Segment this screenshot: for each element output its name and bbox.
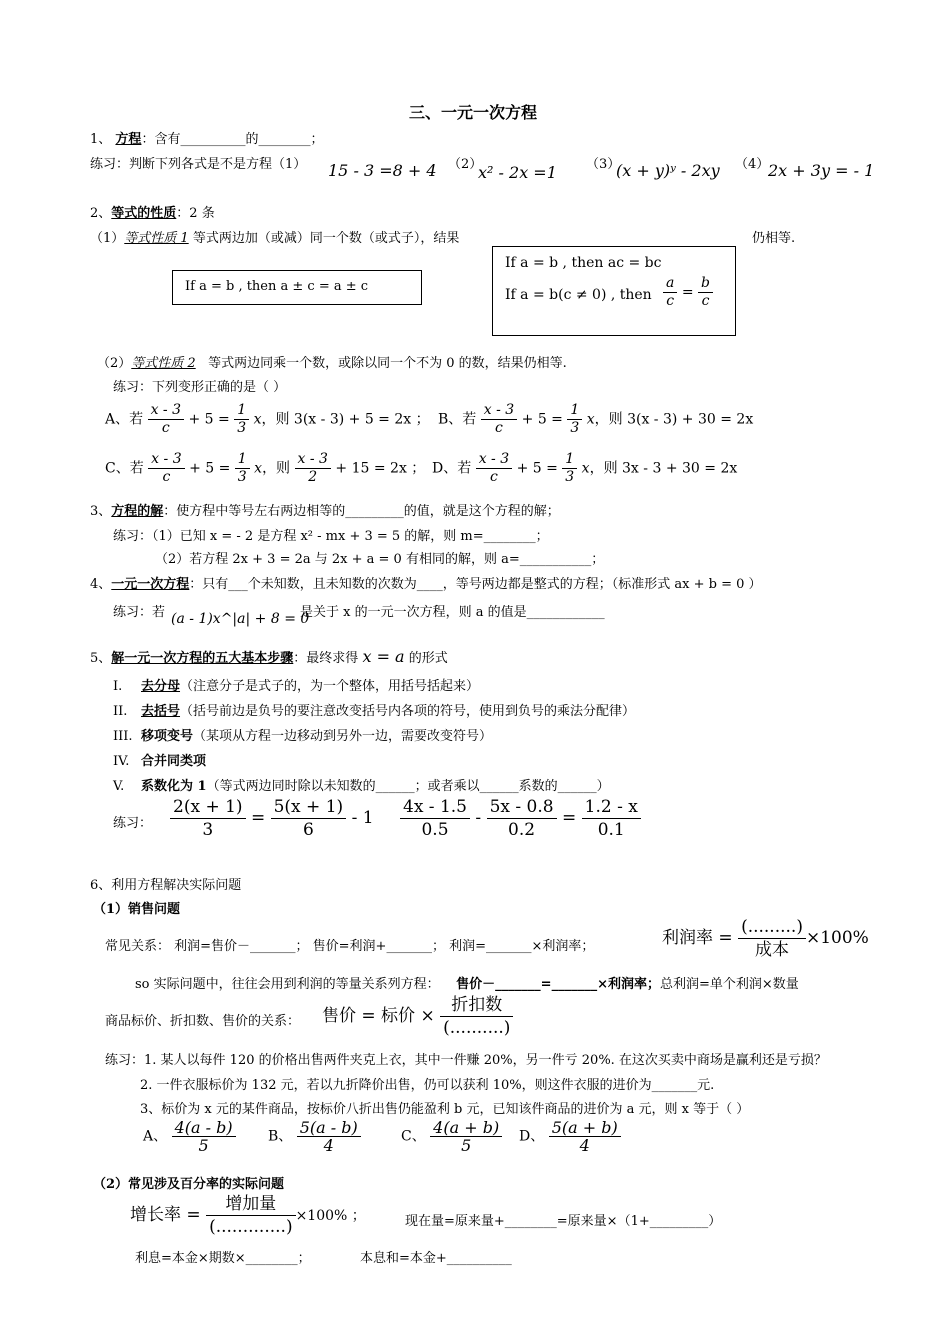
so-line-a: so 实际问题中，往往会用到利润的等量关系列方程： xyxy=(135,977,440,992)
growth-rate-formula xyxy=(130,1193,366,1238)
step-1-desc: （注意分子是式子的，为一个整体，用括号括起来） xyxy=(180,679,480,694)
profit-rate-numerator: (.........) xyxy=(738,916,806,939)
option-c-label: C、若 xyxy=(105,460,144,477)
property-1-box-text: If a = b , then a ± c = a ± c xyxy=(185,279,369,294)
step-4 xyxy=(113,750,206,769)
fraction-1-over-3: $\frac{1}{3}$ xyxy=(562,451,577,486)
choice-d xyxy=(519,1119,621,1154)
property-2-box-line-2: If a = b(c ≠ 0) , then xyxy=(505,287,652,303)
interest-relation: 利息=本金×期数×________； xyxy=(135,1251,311,1266)
growth-rate-numerator: 增加量 xyxy=(206,1193,296,1216)
step-2-number: II. xyxy=(113,704,128,719)
choice-b xyxy=(268,1119,361,1154)
section-4-number: 4、 xyxy=(90,577,112,592)
section-6-sub-2: （2）常见涉及百分率的实际问题 xyxy=(93,1177,285,1192)
choice-b-label: B、 xyxy=(268,1128,293,1145)
growth-rate-tail: ×100% ； xyxy=(295,1208,366,1224)
option-b: B、若 $\frac{x - 3}{c}$ + 5 = $\frac{1}{3}$ x，则 3(x - 3) + 30 = 2x xyxy=(438,402,754,436)
fraction-x-3-over-2: $\frac{x - 3}{2}$ xyxy=(295,451,331,486)
choice-b-fraction xyxy=(297,1119,361,1154)
section-2-text: ：2 条 xyxy=(176,206,215,221)
choice-b-numerator: 5(a - b) xyxy=(297,1119,361,1137)
option-c: C、若 $\frac{x - 3}{c}$ + 5 = $\frac{1}{3}$ x，则 $\frac{x - 3}{2}$ + 15 = 2x ； xyxy=(105,451,426,485)
property-1-text: 等式两边加（或减）同一个数（或式子），结果 xyxy=(192,231,460,246)
choice-d-numerator: 5(a + b) xyxy=(549,1119,621,1137)
step-1-name: 去分母 xyxy=(141,679,181,694)
section-1-number: 1、 xyxy=(90,132,112,147)
practice-1-num-3: （3） xyxy=(586,157,621,172)
profit-rate-fraction xyxy=(738,916,806,961)
step-1 xyxy=(113,675,479,694)
section-1 xyxy=(90,128,323,147)
step-3 xyxy=(113,725,492,744)
practice-1-num-2: （2） xyxy=(448,157,483,172)
practice-1-eq-2: x² - 2x =1 xyxy=(478,163,557,182)
profit-rate-denominator: 成本 xyxy=(755,940,790,960)
so-line-b: 售价－_______=_______×利润率； xyxy=(456,977,660,992)
profit-rate-formula xyxy=(662,916,869,961)
choice-d-denominator: 4 xyxy=(579,1136,590,1155)
fraction-2x1-over-3: $\frac{2(x + 1)}{3}$ xyxy=(170,796,246,841)
choice-a xyxy=(143,1119,236,1154)
step-5-desc: （等式两边同时除以未知数的______；或者乘以______系数的______） xyxy=(206,779,610,794)
choice-d-label: D、 xyxy=(519,1128,545,1145)
step-4-name: 合并同类项 xyxy=(141,754,207,769)
step-3-desc: （某项从方程一边移动到另外一边，需要改变符号） xyxy=(193,729,493,744)
choice-a-label: A、 xyxy=(143,1128,168,1145)
property-2 xyxy=(97,352,567,371)
property-1 xyxy=(90,227,459,246)
option-b-tail: ，则 3(x - 3) + 30 = 2x xyxy=(594,411,754,428)
practice-1-eq-1: 15 - 3 =8 + 4 xyxy=(328,161,437,180)
so-line-c: 总利润=单个利润×数量 xyxy=(659,977,799,992)
choice-a-numerator: 4(a - b) xyxy=(172,1119,236,1137)
property-1-prefix: （1） xyxy=(90,231,125,246)
section-3-practice-1: 练习：（1）已知 x = - 2 是方程 x² - mx + 3 = 5 的解，则 m=________； xyxy=(113,529,549,544)
fraction-x-3-over-c: $\frac{x - 3}{c}$ xyxy=(476,451,512,486)
fraction-x-3-over-c: $\frac{x - 3}{c}$ xyxy=(481,402,517,437)
choice-c-fraction xyxy=(430,1119,502,1154)
option-b-label: B、若 xyxy=(438,411,477,428)
section-5-term: 解一元一次方程的五大基本步骤 xyxy=(111,651,294,666)
fraction-12x-over-01: $\frac{1.2 - x}{0.1}$ xyxy=(582,796,641,841)
section-6-sub-1: （1）销售问题 xyxy=(93,902,181,917)
profit-rate-tail: ×100% xyxy=(805,928,869,948)
step-5-number: V. xyxy=(113,779,125,794)
section-4-text: ：只有___个未知数，且未知数的次数为____，等号两边都是整式的方程；（标准形式 ax + b = 0 ） xyxy=(189,577,762,592)
option-a: A、若 $\frac{x - 3}{c}$ + 5 = $\frac{1}{3}$ x，则 3(x - 3) + 5 = 2x ； xyxy=(105,402,430,436)
choice-b-denominator: 4 xyxy=(323,1136,334,1155)
fraction-1-over-3: $\frac{1}{3}$ xyxy=(567,402,582,437)
section-3-term: 方程的解 xyxy=(111,504,164,519)
price-numerator: 折扣数 xyxy=(440,994,513,1017)
choice-c-denominator: 5 xyxy=(461,1136,472,1155)
section-4-term: 一元一次方程 xyxy=(111,577,190,592)
section-4 xyxy=(90,573,762,592)
property-2-box-fraction: $\frac{a}{c}$ = $\frac{b}{c}$ xyxy=(663,275,713,310)
practice-1-num-4: （4） xyxy=(735,157,770,172)
growth-rate-denominator: (.............) xyxy=(209,1217,293,1237)
choice-c-label: C、 xyxy=(401,1128,426,1145)
section-3 xyxy=(90,500,560,519)
section-3-practice-2: （2）若方程 2x + 3 = 2a 与 2x + a = 0 有相同的解，则 a=___________； xyxy=(155,552,605,567)
section-2-number: 2、 xyxy=(90,206,112,221)
section-4-practice-tail: 是关于 x 的一元一次方程，则 a 的值是____________ xyxy=(300,605,605,620)
section-5-eq: x = a xyxy=(362,647,405,666)
section-3-number: 3、 xyxy=(90,504,112,519)
fraction-b-over-c: $\frac{b}{c}$ xyxy=(698,275,713,310)
price-fraction xyxy=(440,994,513,1039)
price-formula xyxy=(322,994,513,1039)
fraction-a-over-c: $\frac{a}{c}$ xyxy=(663,275,677,310)
section-5-text-tail: 的形式 xyxy=(408,651,448,666)
fraction-x-3-over-c: $\frac{x - 3}{c}$ xyxy=(148,402,184,437)
section-5-number: 5、 xyxy=(90,651,112,666)
choice-c xyxy=(401,1119,502,1154)
section-3-text: ：使方程中等号左右两边相等的_________的值，就是这个方程的解； xyxy=(163,504,560,519)
price-formula-label: 售价 = 标价 × xyxy=(322,1006,435,1026)
section-1-practice: 练习：判断下列各式是不是方程（1） xyxy=(90,157,307,172)
choice-a-denominator: 5 xyxy=(198,1136,209,1155)
profit-rate-label: 利润率 = xyxy=(662,928,733,948)
current-amount-relation: 现在量=原来量+________=原来量×（1+_________） xyxy=(405,1214,722,1229)
step-3-number: III. xyxy=(113,729,133,744)
section-2-term: 等式的性质 xyxy=(111,206,177,221)
choice-c-numerator: 4(a + b) xyxy=(430,1119,502,1137)
option-d: D、若 $\frac{x - 3}{c}$ + 5 = $\frac{1}{3}$ x，则 3x - 3 + 30 = 2x xyxy=(432,451,738,485)
step-4-number: IV. xyxy=(113,754,130,769)
practice-1-eq-3: (x + y)ʸ - 2xy xyxy=(616,161,720,180)
exercise-1: 练习：1. 某人以每件 120 的价格出售两件夹克上衣，其中一件赚 20%，另一件亏 20%. 在这次买卖中商场是赢利还是亏损？ xyxy=(105,1053,827,1068)
section-4-practice: 练习：若 xyxy=(113,605,166,620)
growth-rate-fraction xyxy=(206,1193,296,1238)
fraction-4x-over-05: $\frac{4x - 1.5}{0.5}$ xyxy=(400,796,470,841)
choice-d-fraction xyxy=(549,1119,621,1154)
section-1-term: 方程 xyxy=(115,132,142,147)
step-5 xyxy=(113,775,610,794)
so-line xyxy=(135,973,799,992)
step-3-name: 移项变号 xyxy=(141,729,194,744)
section-5-practice-label: 练习： xyxy=(113,816,153,831)
property-1-box xyxy=(172,270,422,305)
practice-1-eq-4: 2x + 3y = - 1 xyxy=(768,161,875,180)
section-5-practice-eq-1: $\frac{2(x + 1)}{3}$ = $\frac{5(x + 1)}{6}$ - 1 xyxy=(170,796,374,841)
fraction-x-3-over-c: $\frac{x - 3}{c}$ xyxy=(148,451,184,486)
option-d-tail: ，则 3x - 3 + 30 = 2x xyxy=(589,460,738,477)
section-6-title: 6、利用方程解决实际问题 xyxy=(90,878,242,893)
property-2-term: 等式性质 2 xyxy=(131,356,196,371)
price-denominator: (..........) xyxy=(443,1018,511,1038)
growth-rate-label: 增长率 = xyxy=(130,1205,201,1225)
page-title: 三、一元一次方程 xyxy=(409,103,538,122)
section-4-practice-eq: (a - 1)x^|a| + 8 = 0 xyxy=(171,611,310,627)
option-c-tail: + 15 = 2x ； xyxy=(335,460,426,477)
option-d-label: D、若 xyxy=(432,460,472,477)
option-a-label: A、若 xyxy=(105,411,144,428)
section-2-practice: 练习：下列变形正确的是（ ） xyxy=(113,380,287,395)
section-5-practice-eq-2: $\frac{4x - 1.5}{0.5}$ - $\frac{5x - 0.8}{0.2}$ = $\frac{1.2 - x}{0.1}$ xyxy=(400,796,641,841)
property-2-prefix: （2） xyxy=(97,356,132,371)
exercise-3: 3、标价为 x 元的某件商品，按标价八折出售仍能盈利 b 元，已知该件商品的进价为 a 元，则 x 等于（ ） xyxy=(140,1102,750,1117)
price-relation-label: 商品标价、折扣数、售价的关系： xyxy=(105,1014,301,1029)
section-2 xyxy=(90,202,215,221)
common-relations: 常见关系： 利润=售价－_______； 售价=利润+_______； 利润=_______×利润率； xyxy=(105,939,595,954)
fraction-5x1-over-6: $\frac{5(x + 1)}{6}$ xyxy=(271,796,347,841)
section-5 xyxy=(90,647,448,666)
option-a-tail: ，则 3(x - 3) + 5 = 2x ； xyxy=(261,411,430,428)
total-relation: 本息和=本金+__________ xyxy=(360,1251,512,1266)
property-2-box-line-1: If a = b , then ac = bc xyxy=(505,255,662,271)
section-1-text: ：含有__________的________； xyxy=(141,132,324,147)
fraction-1-over-3: $\frac{1}{3}$ xyxy=(235,451,250,486)
property-1-end: 仍相等. xyxy=(752,231,796,246)
property-1-term: 等式性质 1 xyxy=(124,231,189,246)
section-5-text: ：最终求得 xyxy=(293,651,359,666)
step-2 xyxy=(113,700,635,719)
property-2-box xyxy=(492,246,736,336)
step-5-name: 系数化为 1 xyxy=(141,779,207,794)
step-1-number: I. xyxy=(113,679,123,694)
exercise-2: 2. 一件衣服标价为 132 元，若以九折降价出售，仍可以获利 10%，则这件衣服的进价为_______元. xyxy=(140,1078,715,1093)
choice-a-fraction xyxy=(172,1119,236,1154)
fraction-1-over-3: $\frac{1}{3}$ xyxy=(234,402,249,437)
fraction-5x-over-02: $\frac{5x - 0.8}{0.2}$ xyxy=(487,796,557,841)
step-2-desc: （括号前边是负号的要注意改变括号内各项的符号，使用到负号的乘法分配律） xyxy=(180,704,636,719)
step-2-name: 去括号 xyxy=(141,704,181,719)
property-2-text: 等式两边同乘一个数，或除以同一个不为 0 的数，结果仍相等. xyxy=(208,356,567,371)
